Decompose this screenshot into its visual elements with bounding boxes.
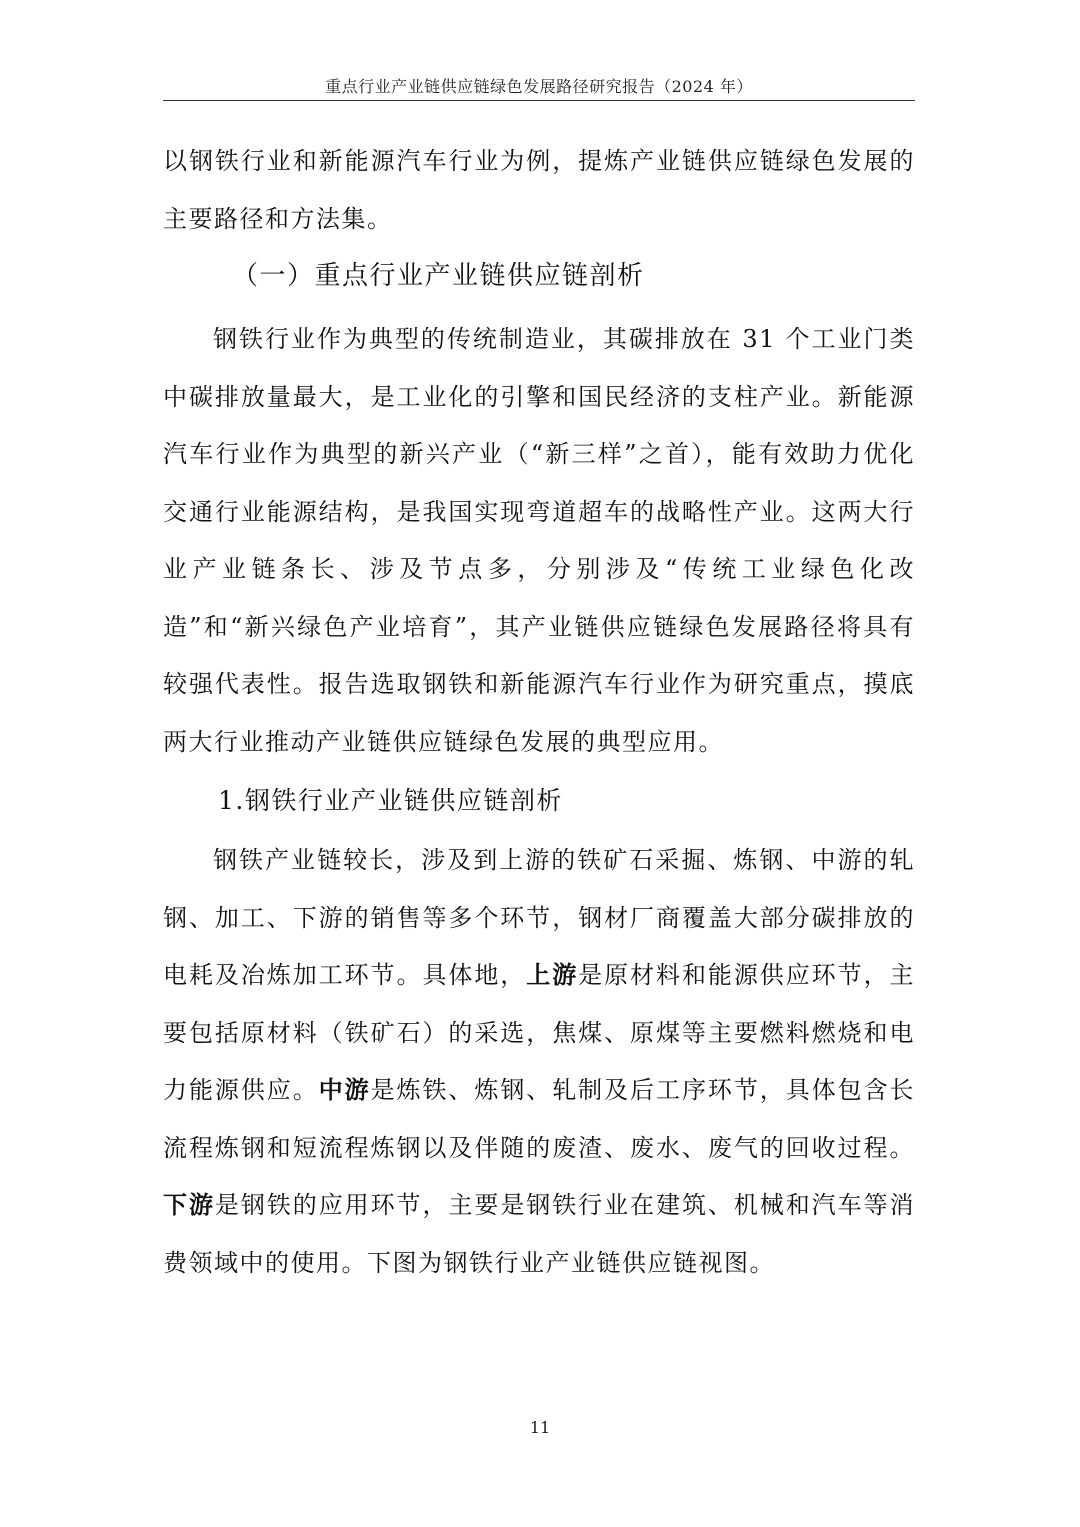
downstream-label: 下游 — [163, 1191, 215, 1219]
section-heading: （一）重点行业产业链供应链剖析 — [232, 261, 645, 291]
steel-text-part4: 是钢铁的应用环节，主要是钢铁行业在建筑、机械和汽车等消费领域中的使用。下图为钢铁行业产业链供应链视图。 — [163, 1191, 916, 1277]
steel-text-part1: 钢铁产业链较长，涉及到上游的铁矿石采掘、炼钢、中游的轧钢、加工、下游的销售等多个环节，钢材厂商覆盖大部分碳排放的电耗及冶炼加工环节。具体地， — [163, 846, 915, 989]
page-number: 11 — [529, 1418, 551, 1437]
steel-text-part3: 是炼铁、炼钢、轧制及后工序环节，具体包含长流程炼钢和短流程炼钢以及伴随的废渣、废水、废气的回收过程。 — [163, 1076, 916, 1162]
section-paragraph: 钢铁行业作为典型的传统制造业，其碳排放在 31 个工业门类中碳排放量最大，是工业化的引擎和国民经济的支柱产业。新能源汽车行业作为典型的新兴产业（“新三样”之首），能有效助力优化交通行业能源结构，是我国实现弯道超车的战略性产业。这两大行业产业链条长、涉及节点多，分别涉及“传统工业绿色化改造”和“新兴绿色产业培育”，其产业链供应链绿色发展路径将具有较强代表性。报告选取钢铁和新能源汽车行业作为研究重点，摸底两大行业推动产业链供应链绿色发展的典型应用。 — [163, 325, 915, 756]
header-rule — [163, 100, 915, 101]
running-header: 重点行业产业链供应链绿色发展路径研究报告（2024 年） — [325, 77, 753, 96]
subsection-heading: 1.钢铁行业产业链供应链剖析 — [218, 786, 563, 815]
steel-chain-paragraph — [163, 832, 915, 1292]
steel-text-part2: 是原材料和能源供应环节，主要包括原材料（铁矿石）的采选，焦煤、原煤等主要燃料燃烧和电力能源供应。 — [163, 961, 916, 1104]
midstream-label: 中游 — [318, 1076, 371, 1104]
intro-paragraph: 以钢铁行业和新能源汽车行业为例，提炼产业链供应链绿色发展的主要路径和方法集。 — [163, 147, 915, 233]
upstream-label: 上游 — [526, 961, 579, 989]
